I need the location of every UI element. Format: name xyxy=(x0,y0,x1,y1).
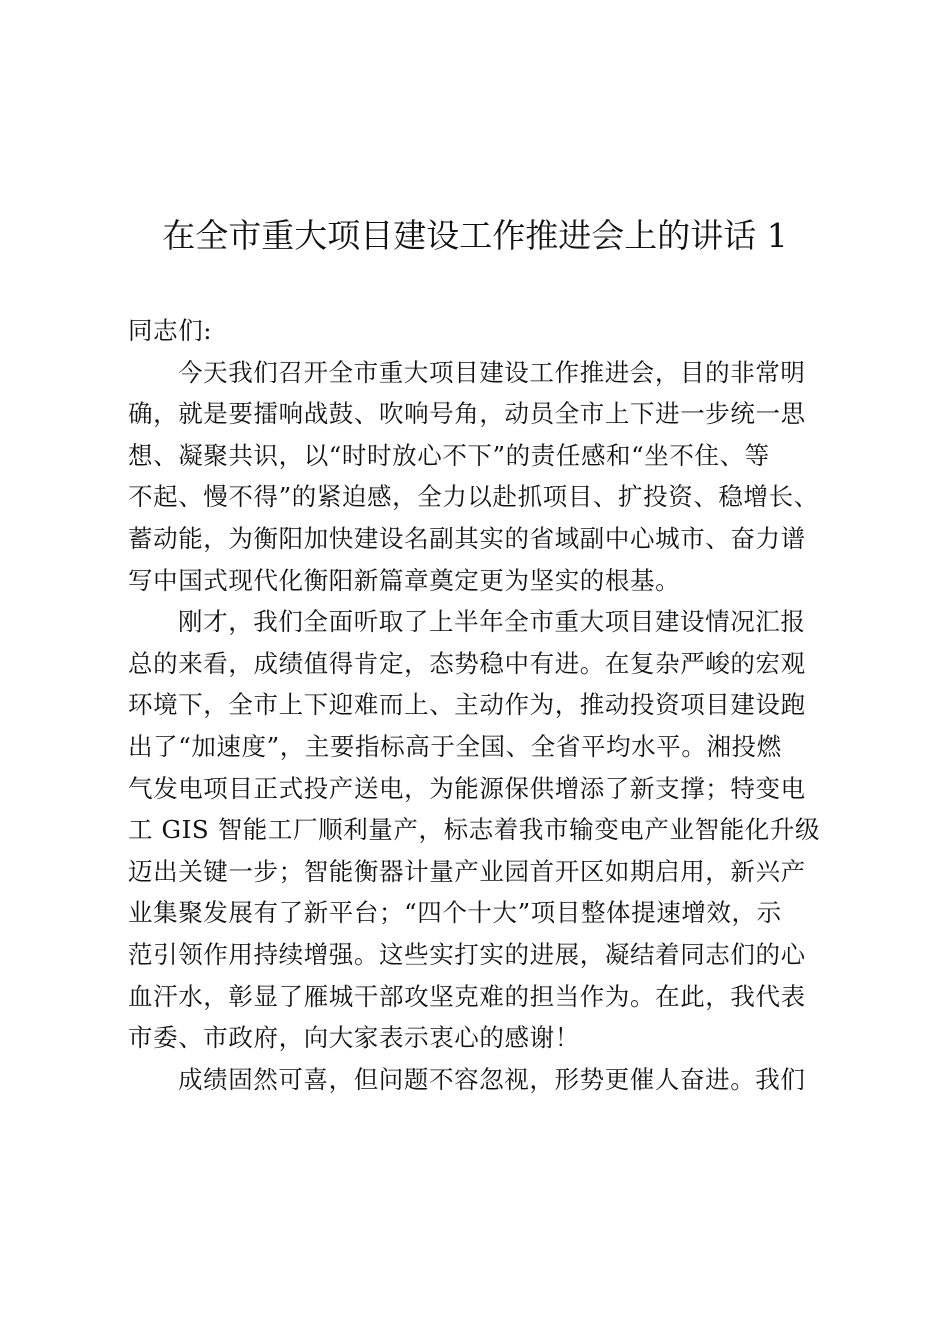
paragraph-line: 范引领作用持续增强。这些实打实的进展，凝结着同志们的心 xyxy=(128,939,806,969)
paragraph-line: 业集聚发展有了新平台；“四个十大”项目整体提速增效，示 xyxy=(128,898,782,928)
document-body xyxy=(128,310,848,1100)
paragraph-line: 不起、慢不得”的紧迫感，全力以赴抓项目、扩投资、稳增长、 xyxy=(128,482,819,512)
paragraph-line: 迈出关键一步；智能衡器计量产业园首开区如期启用，新兴产 xyxy=(128,856,806,886)
paragraph-line: 成绩固然可喜，但问题不容忽视，形势更催人奋进。我们 xyxy=(178,1064,806,1094)
paragraph-line: 想、凝聚共识，以“时时放心不下”的责任感和“坐不住、等 xyxy=(128,440,770,470)
paragraph-1 xyxy=(128,352,848,602)
paragraph-line: 市委、市政府，向大家表示衷心的感谢！ xyxy=(128,1023,580,1053)
document-title: 在全市重大项目建设工作推进会上的讲话 1 xyxy=(162,216,788,255)
paragraph-line: 确，就是要擂响战鼓、吹响号角，动员全市上下进一步统一思 xyxy=(128,399,806,429)
paragraph-3 xyxy=(128,1059,848,1101)
salutation: 同志们: xyxy=(128,316,213,345)
paragraph-line: 刚才，我们全面听取了上半年全市重大项目建设情况汇报 xyxy=(178,607,806,637)
paragraph-line: 出了“加速度”，主要指标高于全国、全省平均水平。湘投燃 xyxy=(128,731,782,761)
paragraph-line: 今天我们召开全市重大项目建设工作推进会，目的非常明 xyxy=(178,357,806,387)
paragraph-line: 写中国式现代化衡阳新篇章奠定更为坚实的根基。 xyxy=(128,565,681,595)
paragraph-line: 血汗水，彰显了雁城干部攻坚克难的担当作为。在此，我代表 xyxy=(128,981,806,1011)
paragraph-line: 蓄动能，为衡阳加快建设名副其实的省域副中心城市、奋力谱 xyxy=(128,523,806,553)
paragraph-line: 气发电项目正式投产送电，为能源保供增添了新支撑；特变电 xyxy=(128,773,806,803)
paragraph-line: 总的来看，成绩值得肯定，态势稳中有进。在复杂严峻的宏观 xyxy=(128,648,806,678)
paragraph-line: 环境下，全市上下迎难而上、主动作为，推动投资项目建设跑 xyxy=(128,690,806,720)
paragraph-2 xyxy=(128,601,848,1059)
paragraph-line: 工 GIS 智能工厂顺利量产，标志着我市输变电产业智能化升级 xyxy=(128,815,821,845)
